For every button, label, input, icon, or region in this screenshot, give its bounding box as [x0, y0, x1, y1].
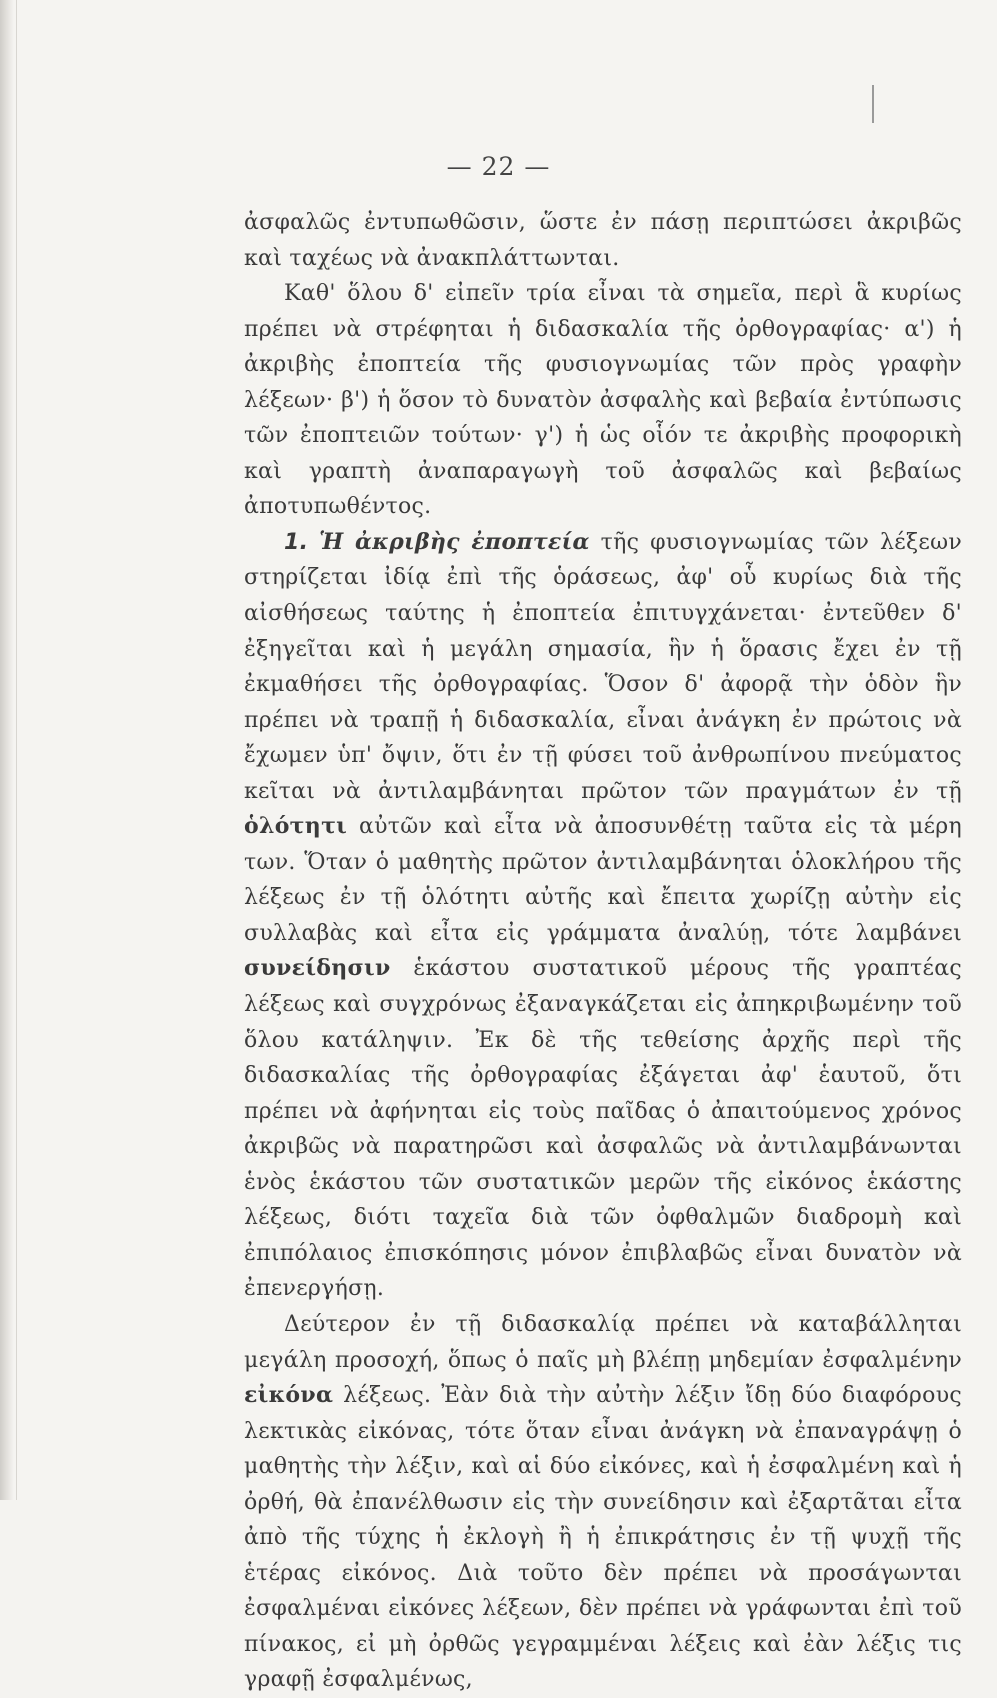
paragraph-3-text-b: αὐτῶν καὶ εἶτα νὰ ἀποσυνθέτῃ ταῦτα εἰς τὰ μέρη των. Ὅταν ὁ μαθητὴς πρῶτον ἀντιλαμβάνηται ὁλοκλήρου τῆς λέξεως ἐν τῇ ὁλότητι αὐτῆς καὶ ἔπειτα χωρίζῃ αὐτὴν εἰς συλλαβὰς καὶ εἶτα εἰς γράμματα ἀναλύῃ, τότε λαμβάνει: [244, 814, 962, 946]
paragraph-3-text-c: ἑκάστου συστατικοῦ μέρους τῆς γραπτέας λέξεως καὶ συγχρόνως ἐξαναγκάζεται εἰς ἀπηκριβωμένην τοῦ ὅλου κατάληψιν. Ἐκ δὲ τῆς τεθείσης ἀρχῆς περὶ τῆς διδασκαλίας τῆς ὀρθογραφίας ἐξάγεται ἀφ' ἑαυτοῦ, ὅτι πρέπει νὰ ἀφήνηται εἰς τοὺς παῖδας ὁ ἀπαιτούμενος χρόνος ἀκριβῶς νὰ παρατηρῶσι καὶ ἀσφαλῶς νὰ ἀντιλαμβάνωνται ἑνὸς ἑκάστου τῶν συστατικῶν μερῶν τῆς εἰκόνος ἑκάστης λέξεως, διότι ταχεῖα διὰ τῶν ὀφθαλμῶν διαδρομὴ καὶ ἐπιπόλαιος ἐπισκόπησις μόνον ἐπιβλαβῶς εἶναι δυνατὸν νὰ ἐπενεργήσῃ.: [244, 956, 962, 1302]
paragraph-3-text-a: τῆς φυσιογνωμίας τῶν λέξεων στηρίζεται ἰδίᾳ ἐπὶ τῆς ὁράσεως, ἀφ' οὗ κυρίως διὰ τῆς αἰσθήσεως ταύτης ἡ ἐποπτεία ἐπιτυγχάνεται· ἐντεῦθεν δ' ἐξηγεῖται καὶ ἡ μεγάλη σημασία, ἣν ἡ ὅρασις ἔχει ἐν τῇ ἐκμαθήσει τῆς ὀρθογραφίας. Ὅσον δ' ἀφορᾷ τὴν ὁδὸν ἣν πρέπει νὰ τραπῇ ἡ διδασκαλία, εἶναι ἀνάγκη ἐν πρώτοις νὰ ἔχωμεν ὑπ' ὄψιν, ὅτι ἐν τῇ φύσει τοῦ ἀνθρωπίνου πνεύματος κεῖται νὰ ἀντιλαμβάνηται πρῶτον τῶν πραγμάτων ἐν τῇ: [244, 529, 963, 804]
paragraph-3: [244, 525, 962, 1307]
section-number: 1.: [284, 529, 309, 555]
paragraph-4-text-b: λέξεως. Ἐὰν διὰ τὴν αὐτὴν λέξιν ἴδῃ δύο διαφόρους λεκτικὰς εἰκόνας, τότε ὅταν εἶναι ἀνάγκη νὰ ἐπαναγράψῃ ὁ μαθητὴς τὴν λέξιν, καὶ αἱ δύο εἰκόνες, καὶ ἡ ἐσφαλμένη καὶ ἡ ὀρθή, θὰ ἐπανέλθωσιν εἰς τὴν συνείδησιν καὶ ἐξαρτᾶται εἶτα ἀπὸ τῆς τύχης ἡ ἐκλογὴ ἢ ἡ ἐπικράτησις ἐν τῇ ψυχῇ τῆς ἑτέρας εἰκόνος. Διὰ τοῦτο δὲν πρέπει νὰ προσάγωνται ἐσφαλμέναι εἰκόνες λέξεων, δὲν πρέπει νὰ γράφωνται ἐπὶ τοῦ πίνακος, εἰ μὴ ὀρθῶς γεγραμμέναι λέξεις καὶ ἐὰν λέξις τις γραφῇ ἐσφαλμένως,: [244, 1383, 962, 1693]
paragraph-1: ἀσφαλῶς ἐντυπωθῶσιν, ὥστε ἐν πάσῃ περιπτώσει ἀκριβῶς καὶ ταχέως νὰ ἀνακπλάττωνται.: [244, 210, 962, 271]
section-heading: Ἡ ἀκριβὴς ἐποπτεία: [319, 528, 590, 555]
paragraph-4: [244, 1307, 962, 1698]
paragraph-4-text-a: Δεύτερον ἐν τῇ διδασκαλίᾳ πρέπει νὰ καταβάλληται μεγάλη προσοχή, ὅπως ὁ παῖς μὴ βλέπῃ μηδεμίαν ἐσφαλμένην: [244, 1311, 962, 1373]
emphasis-syneidisin: συνείδησιν: [244, 955, 391, 982]
page-binding-shadow: [0, 0, 14, 1500]
emphasis-eikona: εἰκόνα: [244, 1382, 334, 1409]
page-edge-line: [16, 0, 17, 1500]
page-number: — 22 —: [446, 152, 551, 181]
paragraph-2: Καθ' ὅλου δ' εἰπεῖν τρία εἶναι τὰ σημεῖα, περὶ ἃ κυρίως πρέπει νὰ στρέφηται ἡ διδασκαλία τῆς ὀρθογραφίας· α') ἡ ἀκριβὴς ἐποπτεία τῆς φυσιογνωμίας τῶν πρὸς γραφὴν λέξεων· β') ἡ ὅσον τὸ δυνατὸν ἀσφαλὴς καὶ βεβαία ἐντύπωσις τῶν ἐποπτειῶν τούτων· γ') ἡ ὡς οἷόν τε ἀκριβὴς προφορικὴ καὶ γραπτὴ ἀναπαραγωγὴ τοῦ ἀσφαλῶς καὶ βεβαίως ἀποτυπωθέντος.: [244, 281, 962, 520]
emphasis-olotiti: ὁλότητι: [244, 813, 348, 840]
margin-pencil-mark: [872, 85, 874, 123]
body-text: [244, 205, 962, 1698]
